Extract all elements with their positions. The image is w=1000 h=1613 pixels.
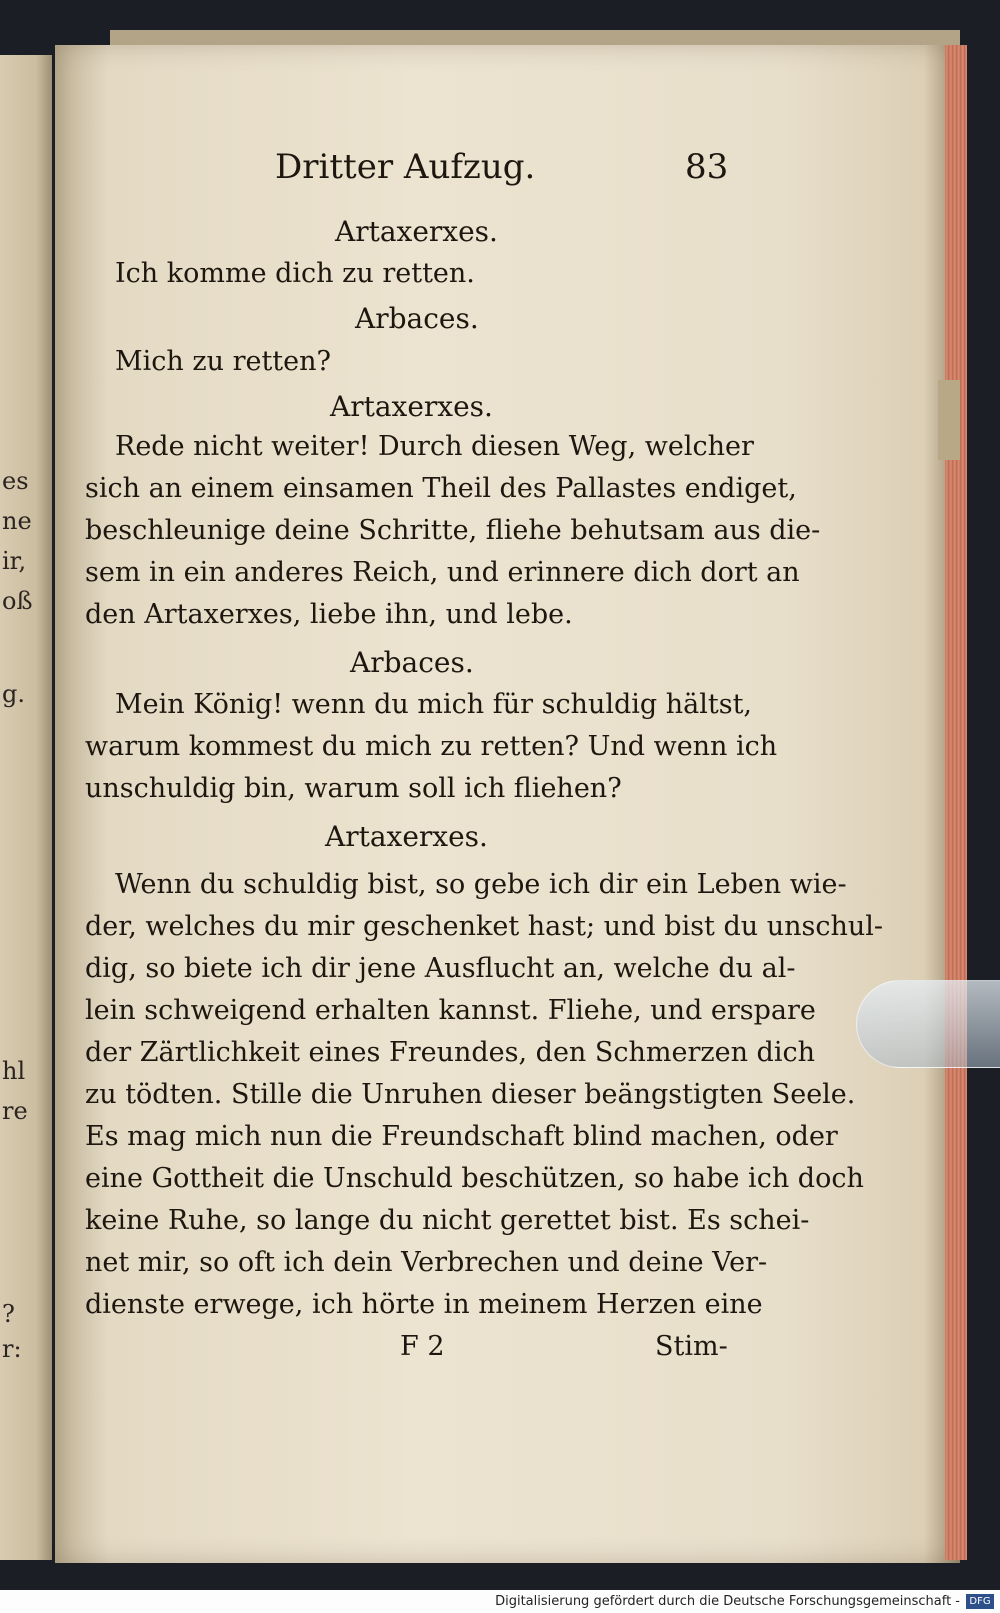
dfg-logo: DFG bbox=[966, 1594, 994, 1609]
text-line: net mir, so oft ich dein Verbrechen und deine Ver- bbox=[85, 1247, 768, 1278]
left-fragment: oß bbox=[2, 587, 33, 615]
text-line: unschuldig bin, warum soll ich fliehen? bbox=[85, 773, 622, 804]
left-fragment: ir, bbox=[2, 547, 27, 575]
speaker-heading: Artaxerxes. bbox=[325, 820, 488, 853]
left-fragment: ? bbox=[2, 1300, 15, 1328]
left-fragment: g. bbox=[2, 680, 25, 708]
left-fragment: re bbox=[2, 1097, 28, 1125]
text-line: Mich zu retten? bbox=[115, 346, 331, 377]
text-line: sich an einem einsamen Theil des Pallastes endiget, bbox=[85, 473, 797, 504]
text-line: keine Ruhe, so lange du nicht gerettet bist. Es schei- bbox=[85, 1205, 810, 1236]
speaker-heading: Arbaces. bbox=[350, 646, 474, 679]
text-line: Rede nicht weiter! Durch diesen Weg, welcher bbox=[115, 431, 754, 462]
text-line: dienste erwege, ich hörte in meinem Herzen eine bbox=[85, 1289, 763, 1320]
speaker-heading: Artaxerxes. bbox=[335, 215, 498, 248]
text-line: Ich komme dich zu retten. bbox=[115, 258, 475, 289]
page-clip bbox=[856, 980, 1000, 1068]
speaker-heading: Artaxerxes. bbox=[330, 390, 493, 423]
text-line: sem in ein anderes Reich, und erinnere dich dort an bbox=[85, 557, 800, 588]
left-fragment: r: bbox=[2, 1335, 22, 1363]
footer-bar bbox=[0, 1590, 1000, 1613]
text-line: Mein König! wenn du mich für schuldig hältst, bbox=[115, 689, 753, 720]
text-line: warum kommest du mich zu retten? Und wenn ich bbox=[85, 731, 778, 762]
text-line: Es mag mich nun die Freundschaft blind machen, oder bbox=[85, 1121, 838, 1152]
text-line: eine Gottheit die Unschuld beschützen, so habe ich doch bbox=[85, 1163, 864, 1194]
catchword: Stim- bbox=[655, 1331, 728, 1362]
text-line: dig, so biete ich dir jene Ausflucht an, welche du al- bbox=[85, 953, 796, 984]
page-number: 83 bbox=[685, 147, 729, 187]
text-line: zu tödten. Stille die Unruhen dieser beängstigten Seele. bbox=[85, 1079, 856, 1110]
text-line: beschleunige deine Schritte, fliehe behutsam aus die- bbox=[85, 515, 821, 546]
text-line: lein schweigend erhalten kannst. Fliehe, und erspare bbox=[85, 995, 816, 1026]
left-fragment: ne bbox=[2, 507, 32, 535]
text-line: den Artaxerxes, liebe ihn, und lebe. bbox=[85, 599, 573, 630]
text-line: der, welches du mir geschenket hast; und bist du unschul- bbox=[85, 911, 884, 942]
speaker-heading: Arbaces. bbox=[355, 302, 479, 335]
text-line: Wenn du schuldig bist, so gebe ich dir ein Leben wie- bbox=[115, 869, 847, 900]
running-title: Dritter Aufzug. bbox=[275, 147, 536, 187]
text-line: der Zärtlichkeit eines Freundes, den Schmerzen dich bbox=[85, 1037, 815, 1068]
left-fragment: hl bbox=[2, 1057, 26, 1085]
signature-mark: F 2 bbox=[400, 1331, 445, 1362]
left-fragment: es bbox=[2, 467, 29, 495]
footer-credit: Digitalisierung gefördert durch die Deutsche Forschungsgemeinschaft - bbox=[495, 1594, 960, 1609]
